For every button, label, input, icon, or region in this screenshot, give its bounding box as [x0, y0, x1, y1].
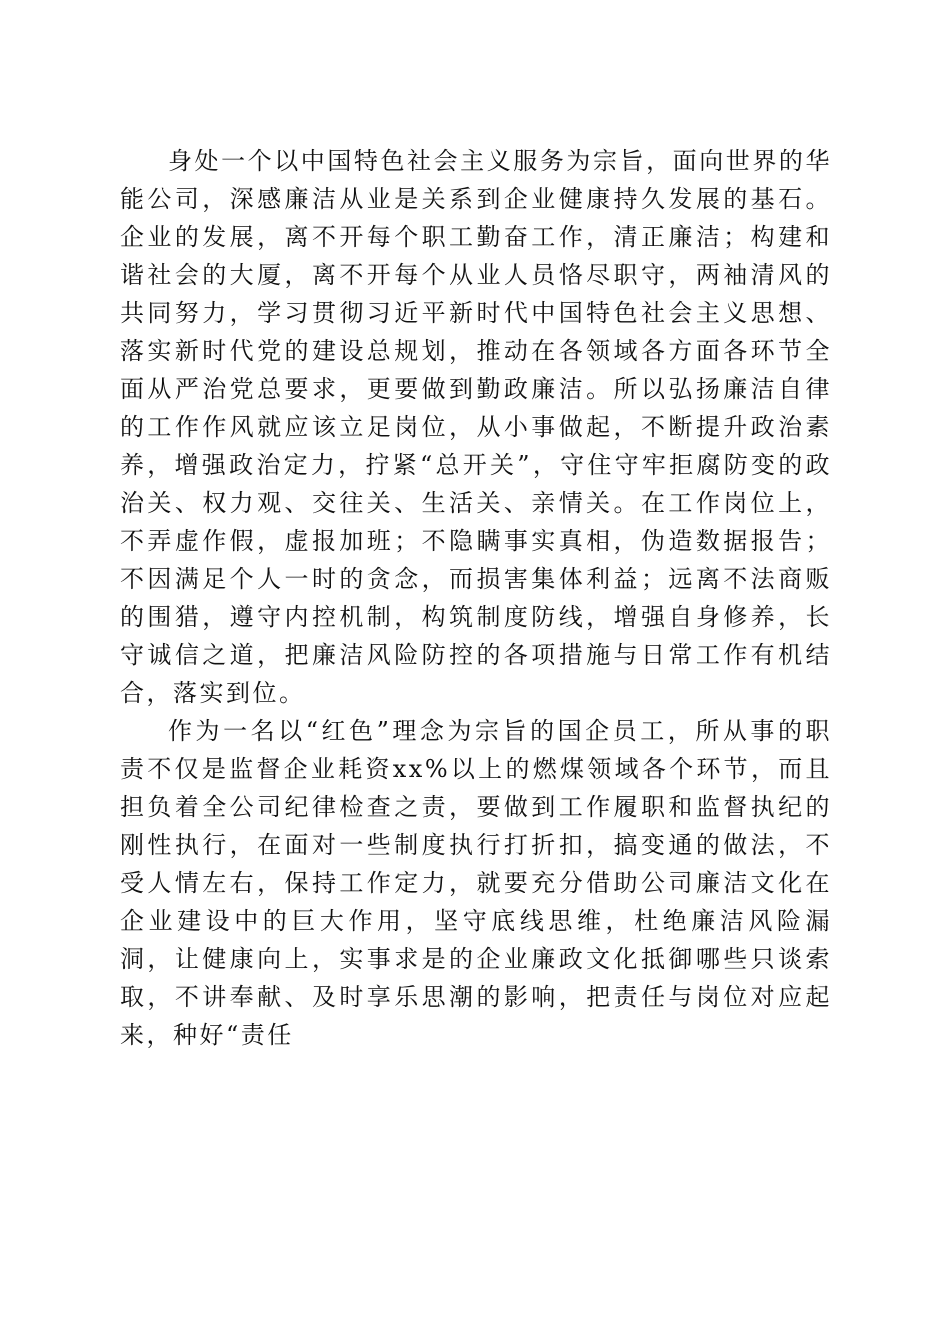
paragraph-1: 身处一个以中国特色社会主义服务为宗旨，面向世界的华能公司，深感廉洁从业是关系到企业健康持久发展的基石。企业的发展，离不开每个职工勤奋工作，清正廉洁；构建和谐社会的大厦，离不开每个从业人员恪尽职守，两袖清风的共同努力，学习贯彻习近平新时代中国特色社会主义思想、落实新时代党的建设总规划，推动在各领域各方面各环节全面从严治党总要求，更要做到勤政廉洁。所以弘扬廉洁自律的工作作风就应该立足岗位，从小事做起，不断提升政治素养，增强政治定力，拧紧“总开关”，守住守牢拒腐防变的政治关、权力观、交往关、生活关、亲情关。在工作岗位上，不弄虚作假，虚报加班；不隐瞒事实真相，伪造数据报告；不因满足个人一时的贪念，而损害集体利益；远离不法商贩的围猎，遵守内控机制，构筑制度防线，增强自身修养，长守诚信之道，把廉洁风险防控的各项措施与日常工作有机结合，落实到位。: [120, 147, 832, 707]
paragraph-2: 作为一名以“红色”理念为宗旨的国企员工，所从事的职责不仅是监督企业耗资xx%以上的燃煤领域各个环节，而且担负着全公司纪律检查之责，要做到工作履职和监督执纪的刚性执行，在面对一些制度执行打折扣，搞变通的做法，不受人情左右，保持工作定力，就要充分借助公司廉洁文化在企业建设中的巨大作用，坚守底线思维，杜绝廉洁风险漏洞，让健康向上，实事求是的企业廉政文化抵御哪些只谈索取，不讲奉献、及时享乐思潮的影响，把责任与岗位对应起来，种好“责任: [120, 717, 832, 1049]
document-body: [120, 142, 832, 1054]
